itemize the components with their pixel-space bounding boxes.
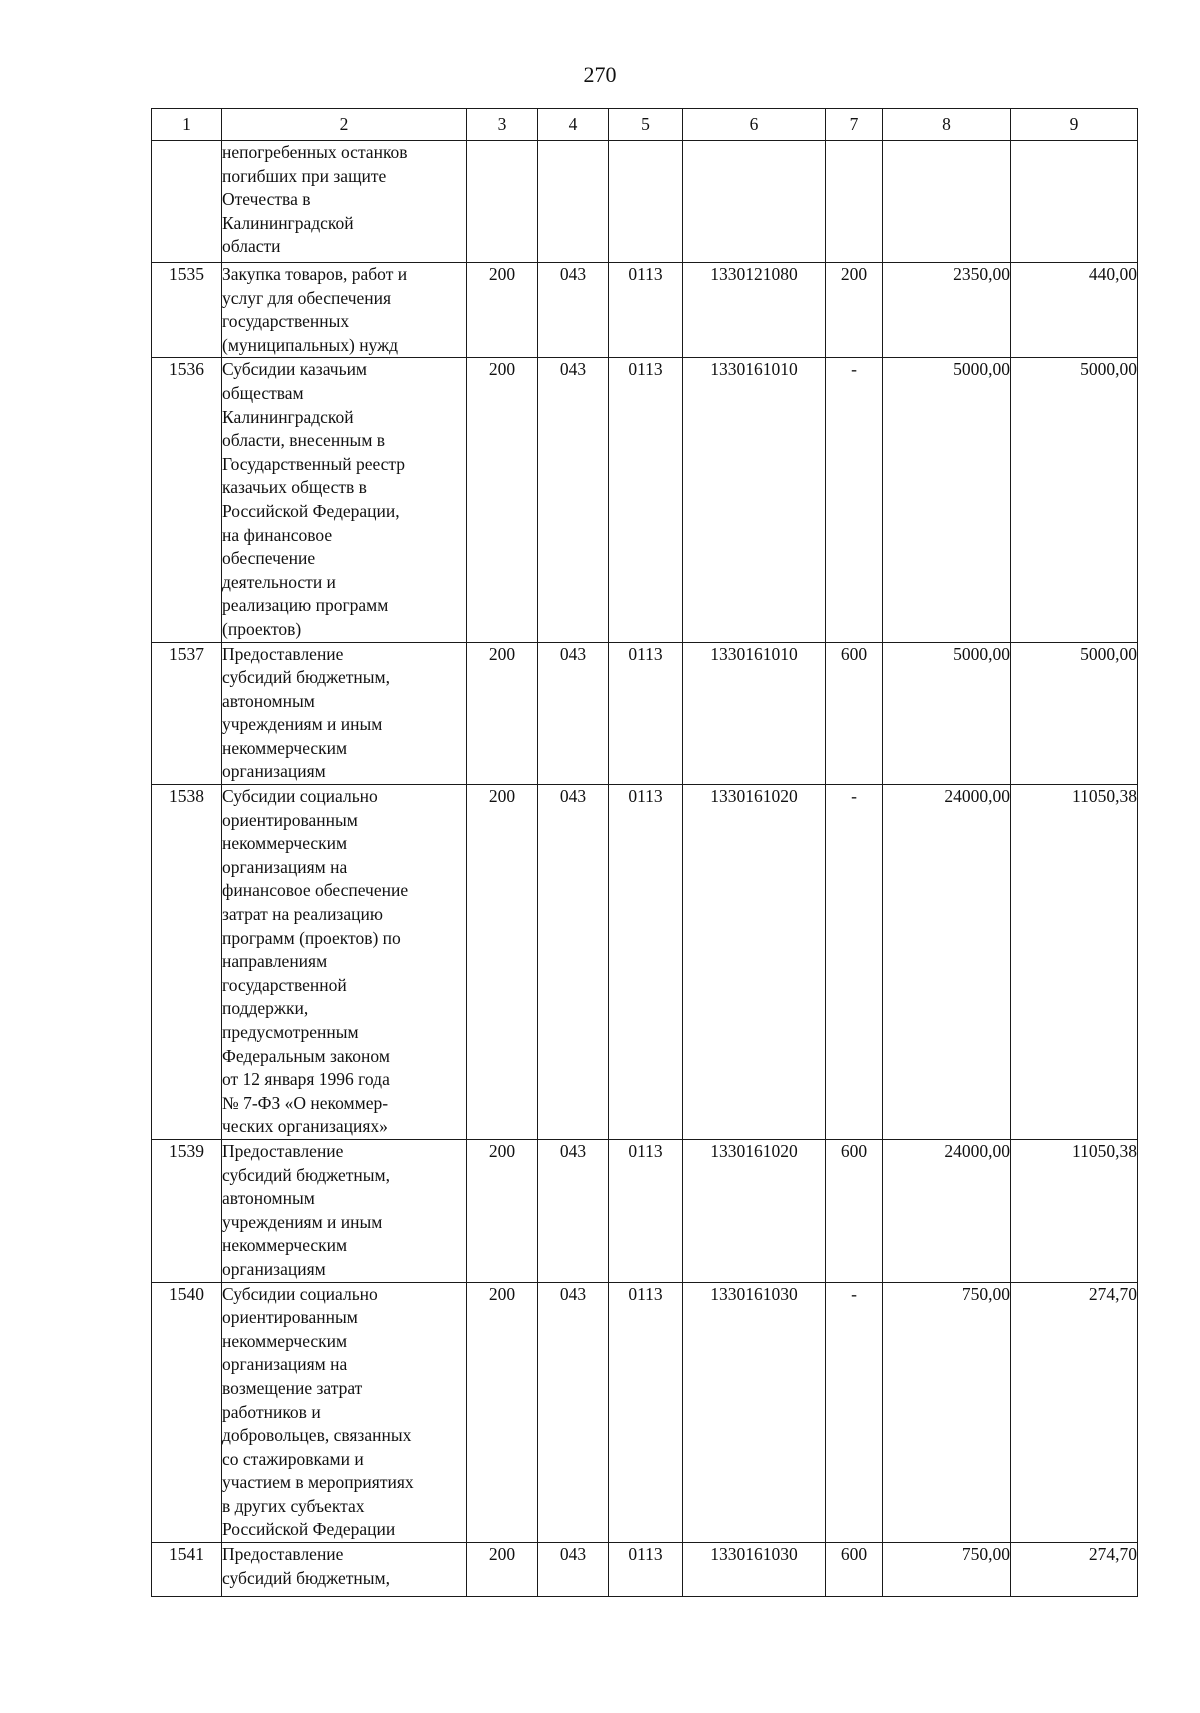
item-name-line: (проектов) [222,618,302,639]
budget-table [151,108,1138,1597]
code-cell: 0113 [609,785,683,1140]
item-name-line: поддержки, [222,998,309,1019]
item-name-line: Государственный реестр [222,453,406,474]
item-name-line: Предоставление [222,643,344,664]
item-name-cell [222,358,467,642]
item-name-line: от 12 января 1996 года [222,1069,390,1090]
amount-cell: 24000,00 [883,1139,1011,1282]
item-name-line: Российской Федерации, [222,500,400,521]
item-name-line: Калининградской [222,212,354,233]
code-cell: 200 [467,785,538,1140]
column-header: 7 [826,109,883,141]
item-name-line: услуг для обеспечения [222,287,392,308]
table-row [152,141,1138,263]
item-name-line: непогребенных останков [222,142,408,162]
amount-cell: 2350,00 [883,263,1011,358]
code-cell [609,141,683,263]
code-cell [538,141,609,263]
table-row [152,642,1138,785]
item-name-line: Предоставление [222,1544,344,1565]
item-name-cell [222,785,467,1140]
row-number-cell [152,141,222,263]
item-name-line: субсидий бюджетным, [222,1164,390,1185]
item-name-line: обеспечение [222,548,316,569]
item-name-line: погибших при защите [222,165,387,186]
item-name-line: организациям [222,1258,326,1279]
code-cell: 1330161030 [683,1543,826,1597]
table-row [152,1282,1138,1543]
code-cell: 1330121080 [683,263,826,358]
item-name-line: добровольцев, связанных [222,1425,412,1446]
amount-cell [1011,141,1138,263]
item-name-line: предусмотренным [222,1022,359,1042]
code-cell: 600 [826,642,883,785]
row-number-cell: 1539 [152,1139,222,1282]
item-name-line: государственной [222,974,347,995]
item-name-cell [222,1282,467,1543]
item-name-cell [222,1139,467,1282]
code-cell: 600 [826,1543,883,1597]
item-name-line: казачьих обществ в [222,477,367,498]
amount-cell: 5000,00 [1011,642,1138,785]
code-cell: 200 [467,642,538,785]
column-header: 2 [222,109,467,141]
amount-cell: 5000,00 [883,642,1011,785]
item-name-cell [222,141,467,263]
column-header: 1 [152,109,222,141]
header-row [152,109,1138,141]
code-cell [683,141,826,263]
table-row [152,1543,1138,1597]
item-name-line: направлениям [222,951,328,972]
item-name-line: организациям [222,761,326,782]
amount-cell: 11050,38 [1011,785,1138,1140]
code-cell: 200 [467,1139,538,1282]
code-cell: 200 [467,1282,538,1543]
item-name-line: Субсидии казачьим [222,359,368,380]
item-name-line: государственных [222,311,350,332]
code-cell: 0113 [609,1139,683,1282]
item-name-line: автономным [222,690,315,711]
item-name-line: автономным [222,1188,315,1209]
item-name-line: субсидий бюджетным, [222,667,390,688]
code-cell: 043 [538,1139,609,1282]
item-name-cell [222,1543,467,1597]
page-number: 270 [583,62,617,87]
table-row [152,263,1138,358]
column-header: 3 [467,109,538,141]
item-name-line: некоммерческим [222,1330,348,1351]
row-number-cell: 1537 [152,642,222,785]
amount-cell: 24000,00 [883,785,1011,1140]
code-cell: 1330161020 [683,1139,826,1282]
code-cell: 200 [467,263,538,358]
amount-cell: 274,70 [1011,1543,1138,1597]
item-name-cell [222,642,467,785]
item-name-line: Субсидии социально [222,786,378,807]
amount-cell: 11050,38 [1011,1139,1138,1282]
item-name-line: учреждениям и иным [222,1211,383,1232]
item-name-line: финансовое обеспечение [222,880,409,901]
item-name-line: организациям на [222,1354,348,1375]
amount-cell: 5000,00 [883,358,1011,642]
item-name-line: участием в мероприятиях [222,1472,414,1493]
amount-cell [883,141,1011,263]
item-name-line: организациям на [222,856,348,877]
table-body [152,141,1138,1597]
item-name-line: со стажировками и [222,1448,364,1469]
item-name-line: области, внесенным в [222,430,386,451]
code-cell: 200 [826,263,883,358]
code-cell: 043 [538,785,609,1140]
code-cell: 043 [538,1543,609,1597]
code-cell: 043 [538,358,609,642]
item-name-line: Федеральным законом [222,1045,390,1066]
item-name-line: некоммерческим [222,737,348,758]
code-cell: 1330161010 [683,358,826,642]
row-number-cell: 1536 [152,358,222,642]
column-header: 6 [683,109,826,141]
code-cell: 0113 [609,1282,683,1543]
item-name-line: Закупка товаров, работ и [222,264,408,284]
column-header: 8 [883,109,1011,141]
amount-cell: 440,00 [1011,263,1138,358]
item-name-line: программ (проектов) по [222,927,401,948]
item-name-line: Калининградской [222,406,354,427]
row-number-cell: 1535 [152,263,222,358]
item-name-line: Отечества в [222,189,311,210]
code-cell: 043 [538,642,609,785]
column-header: 5 [609,109,683,141]
amount-cell: 5000,00 [1011,358,1138,642]
amount-cell: 750,00 [883,1543,1011,1597]
table-row [152,1139,1138,1282]
item-name-line: реализацию программ [222,595,389,616]
column-header: 4 [538,109,609,141]
code-cell: 1330161020 [683,785,826,1140]
item-name-line: (муниципальных) нужд [222,334,399,355]
code-cell [467,141,538,263]
code-cell: - [826,1282,883,1543]
item-name-line: ориентированным [222,1307,358,1328]
row-number-cell: 1541 [152,1543,222,1597]
code-cell: 1330161030 [683,1282,826,1543]
item-name-line: возмещение затрат [222,1377,363,1398]
code-cell: 0113 [609,642,683,785]
code-cell: 200 [467,358,538,642]
code-cell: 0113 [609,358,683,642]
table-row [152,785,1138,1140]
item-name-line: ческих организациях» [222,1116,388,1137]
code-cell: - [826,358,883,642]
code-cell: 043 [538,1282,609,1543]
item-name-line: Субсидии социально [222,1283,378,1304]
item-name-line: работников и [222,1401,321,1422]
code-cell: 043 [538,263,609,358]
item-name-line: некоммерческим [222,833,348,854]
item-name-line: деятельности и [222,571,336,592]
row-number-cell: 1538 [152,785,222,1140]
item-name-line: некоммерческим [222,1235,348,1256]
item-name-line: в других субъектах [222,1495,365,1516]
item-name-line: на финансовое [222,524,333,545]
code-cell: 200 [467,1543,538,1597]
amount-cell: 750,00 [883,1282,1011,1543]
code-cell: 600 [826,1139,883,1282]
item-name-line: учреждениям и иным [222,714,383,735]
code-cell: 0113 [609,263,683,358]
item-name-line: Предоставление [222,1140,344,1161]
item-name-line: ориентированным [222,809,358,830]
row-number-cell: 1540 [152,1282,222,1543]
code-cell [826,141,883,263]
item-name-line: Российской Федерации [222,1519,396,1540]
code-cell: 0113 [609,1543,683,1597]
item-name-line: субсидий бюджетным, [222,1567,390,1588]
code-cell: 1330161010 [683,642,826,785]
column-header: 9 [1011,109,1138,141]
item-name-line: № 7-ФЗ «О некоммер- [222,1092,389,1113]
item-name-line: обществам [222,382,304,403]
table-row [152,358,1138,642]
code-cell: - [826,785,883,1140]
item-name-line: области [222,236,281,257]
item-name-cell [222,263,467,358]
item-name-line: затрат на реализацию [222,904,383,925]
amount-cell: 274,70 [1011,1282,1138,1543]
